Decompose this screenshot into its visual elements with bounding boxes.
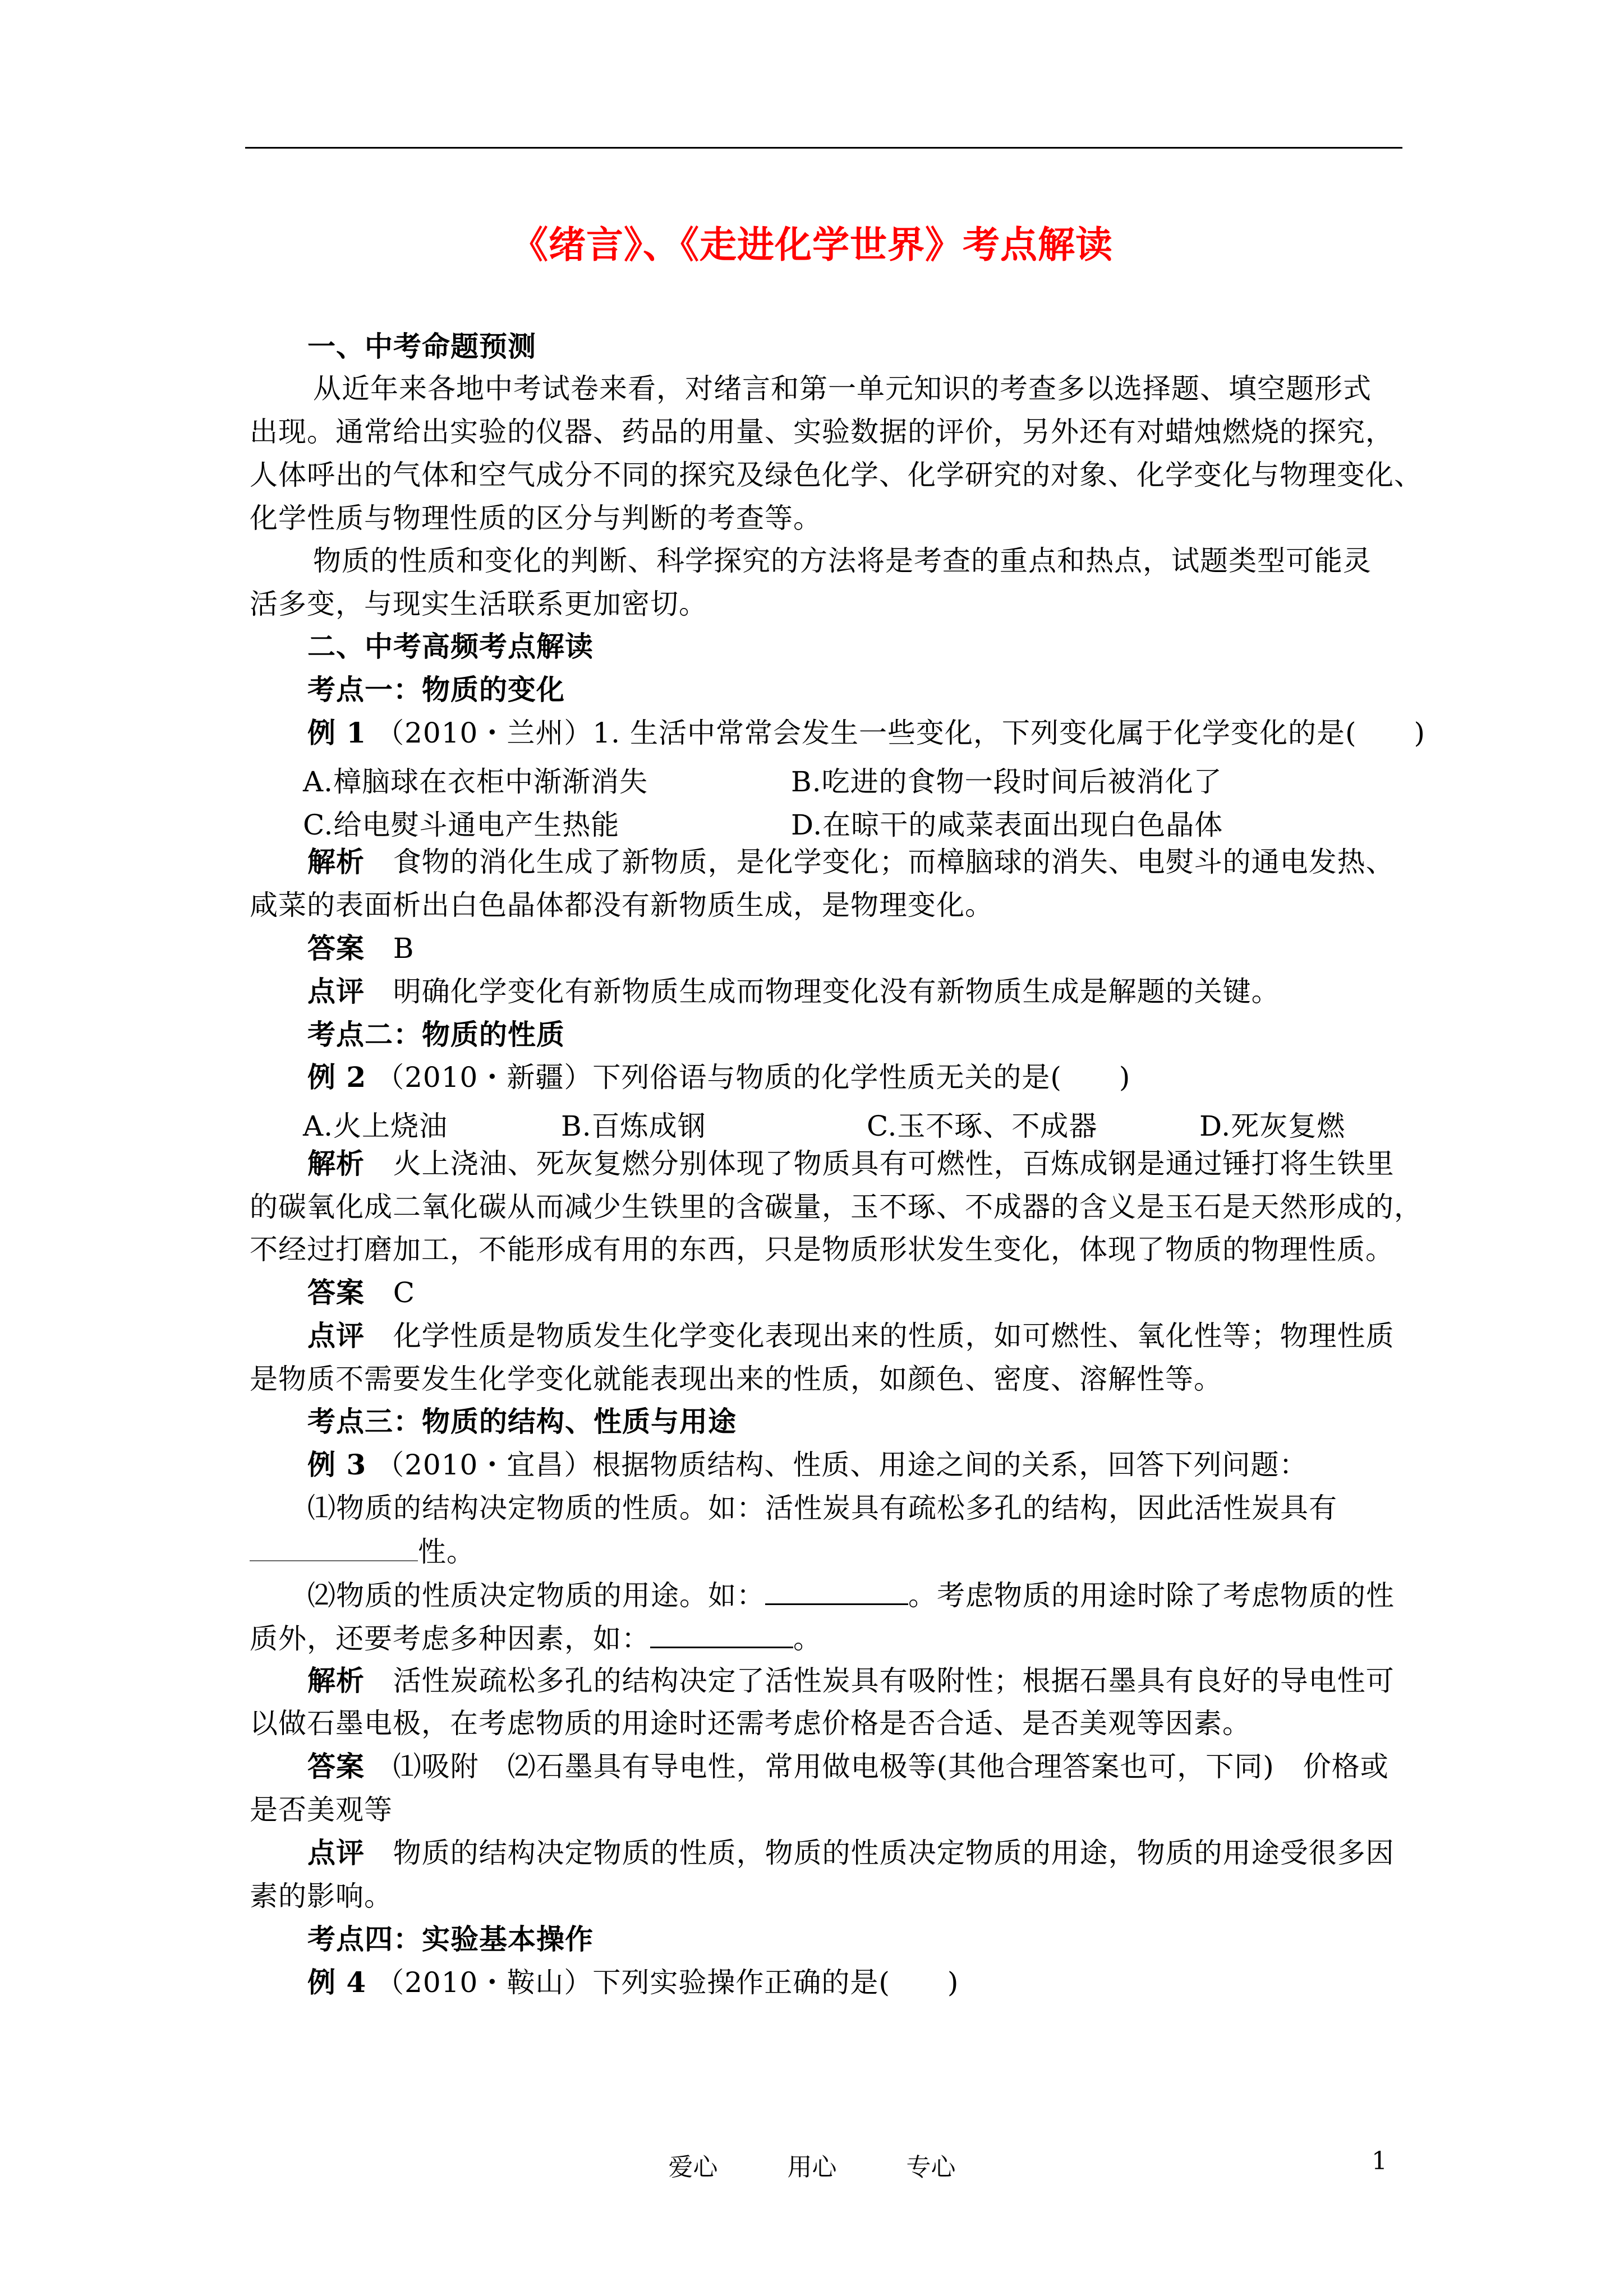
header-rule: [245, 147, 1402, 149]
comment-3: [307, 1836, 1395, 1870]
paragraph-line: 化学性质与物理性质的区分与判断的考查等。: [250, 502, 822, 534]
analysis-label: 解析: [307, 845, 365, 878]
answer-blank[interactable]: [765, 1578, 908, 1605]
question-1-tail: 性。: [418, 1536, 475, 1568]
comment-1: [307, 975, 1280, 1008]
answer-text: 是否美观等: [250, 1794, 393, 1826]
answer-2: [307, 1276, 415, 1310]
answer-blank[interactable]: [650, 1621, 793, 1648]
paragraph-line: 人体呼出的气体和空气成分不同的探究及绿色化学、化学研究的对象、化学变化与物理变化、: [250, 459, 1423, 491]
question-2-text: ⑵物质的性质决定物质的用途。如：: [307, 1579, 765, 1612]
question-2-text-end: 。考虑物质的用途时除了考虑物质的性: [908, 1579, 1395, 1612]
answer-text: ⑴吸附 ⑵石墨具有导电性，常用做电极等(其他合理答案也可，下同) 价格或: [393, 1750, 1389, 1783]
answer-text: C: [393, 1276, 415, 1309]
option-c: C.给电熨斗通电产生热能: [303, 809, 620, 841]
footer-item: 用心: [787, 2153, 837, 2182]
example-2: [307, 1061, 1130, 1094]
comment-text: 化学性质是物质发生化学变化表现出来的性质，如可燃性、氧化性等；物理性质: [393, 1320, 1395, 1352]
analysis-label: 解析: [307, 1664, 365, 1697]
example-label: 例 1: [307, 716, 367, 749]
answer-3: [307, 1750, 1389, 1783]
comment-text: 是物质不需要发生化学变化就能表现出来的性质，如颜色、密度、溶解性等。: [250, 1363, 1222, 1395]
section-heading-2: 二、中考高频考点解读: [307, 630, 594, 663]
document-title: 《绪言》、《走进化学世界》考点解读: [511, 223, 1113, 266]
page-number: 1: [1372, 2147, 1387, 2175]
question-2-line1: [307, 1578, 1395, 1612]
comment-label: 点评: [307, 975, 365, 1008]
question-2-text: 质外，还要考虑多种因素，如：: [250, 1622, 650, 1655]
example-label: 例 3: [307, 1448, 367, 1481]
footer-item: 爱心: [668, 2153, 718, 2182]
kaodian-heading-2: 考点二：物质的性质: [307, 1018, 565, 1051]
answer-label: 答案: [307, 1750, 365, 1783]
question-1-text: ⑴物质的结构决定物质的性质。如：活性炭具有疏松多孔的结构，因此活性炭具有: [307, 1492, 1337, 1524]
paragraph-line: 从近年来各地中考试卷来看，对绪言和第一单元知识的考查多以选择题、填空题形式: [313, 372, 1372, 405]
analysis-2: [307, 1147, 1395, 1181]
paragraph-line: 物质的性质和变化的判断、科学探究的方法将是考查的重点和热点，试题类型可能灵: [313, 545, 1372, 577]
option-c: C.玉不琢、不成器: [867, 1110, 1098, 1142]
answer-label: 答案: [307, 1276, 365, 1309]
option-d: D.在晾干的咸菜表面出现白色晶体: [791, 809, 1223, 841]
example-text: （2010・鞍山）下列实验操作正确的是( ): [376, 1966, 959, 1999]
example-3: [307, 1448, 1308, 1482]
kaodian-heading-3: 考点三：物质的结构、性质与用途: [307, 1405, 737, 1438]
analysis-text: 火上浇油、死灰复燃分别体现了物质具有可燃性，百炼成钢是通过锤打将生铁里: [393, 1147, 1395, 1180]
example-label: 例 2: [307, 1061, 367, 1094]
option-a: A.火上烧油: [303, 1110, 448, 1142]
example-4: [307, 1966, 959, 1999]
option-d: D.死灰复燃: [1199, 1110, 1346, 1142]
analysis-text: 食物的消化生成了新物质，是化学变化；而樟脑球的消失、电熨斗的通电发热、: [393, 846, 1395, 878]
comment-2: [307, 1319, 1395, 1353]
answer-1: [307, 932, 414, 965]
comment-text: 物质的结构决定物质的性质，物质的性质决定物质的用途，物质的用途受很多因: [393, 1837, 1395, 1869]
analysis-text: 咸菜的表面析出白色晶体都没有新物质生成，是物理变化。: [250, 889, 993, 921]
example-1: [307, 716, 1425, 750]
comment-label: 点评: [307, 1319, 365, 1352]
option-a: A.樟脑球在衣柜中渐渐消失: [303, 766, 648, 798]
analysis-label: 解析: [307, 1147, 365, 1180]
analysis-1: [307, 845, 1395, 879]
analysis-text: 的碳氧化成二氧化碳从而减少生铁里的含碳量，玉不琢、不成器的含义是玉石是天然形成的，: [250, 1191, 1423, 1223]
question-2-text-end: 。: [793, 1622, 822, 1655]
kaodian-heading-1: 考点一：物质的变化: [307, 673, 565, 706]
paragraph-line: 出现。通常给出实验的仪器、药品的用量、实验数据的评价，另外还有对蜡烛燃烧的探究，: [250, 416, 1394, 448]
analysis-3: [307, 1664, 1395, 1698]
example-text: （2010・兰州）1. 生活中常常会发生一些变化，下列变化属于化学变化的是( ): [376, 717, 1425, 749]
analysis-text: 不经过打磨加工，不能形成有用的东西，只是物质形状发生变化，体现了物质的物理性质。: [250, 1233, 1394, 1266]
paragraph-line: 活多变，与现实生活联系更加密切。: [250, 588, 707, 620]
example-text: （2010・新疆）下列俗语与物质的化学性质无关的是( ): [376, 1061, 1131, 1094]
answer-blank[interactable]: [250, 1534, 418, 1561]
option-b: B.百炼成钢: [561, 1110, 706, 1142]
answer-label: 答案: [307, 932, 365, 965]
answer-text: B: [393, 932, 415, 965]
footer-item: 专心: [906, 2153, 956, 2182]
comment-label: 点评: [307, 1836, 365, 1869]
example-text: （2010・宜昌）根据物质结构、性质、用途之间的关系，回答下列问题：: [376, 1449, 1308, 1481]
section-heading-1: 一、中考命题预测: [307, 330, 536, 363]
comment-text: 素的影响。: [250, 1880, 393, 1912]
question-2-line2: [250, 1621, 822, 1656]
analysis-text: 以做石墨电极，在考虑物质的用途时还需考虑价格是否合适、是否美观等因素。: [250, 1707, 1251, 1740]
question-1-line2: [250, 1534, 475, 1569]
option-b: B.吃进的食物一段时间后被消化了: [791, 766, 1222, 798]
comment-text: 明确化学变化有新物质生成而物理变化没有新物质生成是解题的关键。: [393, 975, 1280, 1008]
analysis-text: 活性炭疏松多孔的结构决定了活性炭具有吸附性；根据石墨具有良好的导电性可: [393, 1665, 1395, 1697]
kaodian-heading-4: 考点四：实验基本操作: [307, 1922, 594, 1956]
example-label: 例 4: [307, 1966, 367, 1999]
